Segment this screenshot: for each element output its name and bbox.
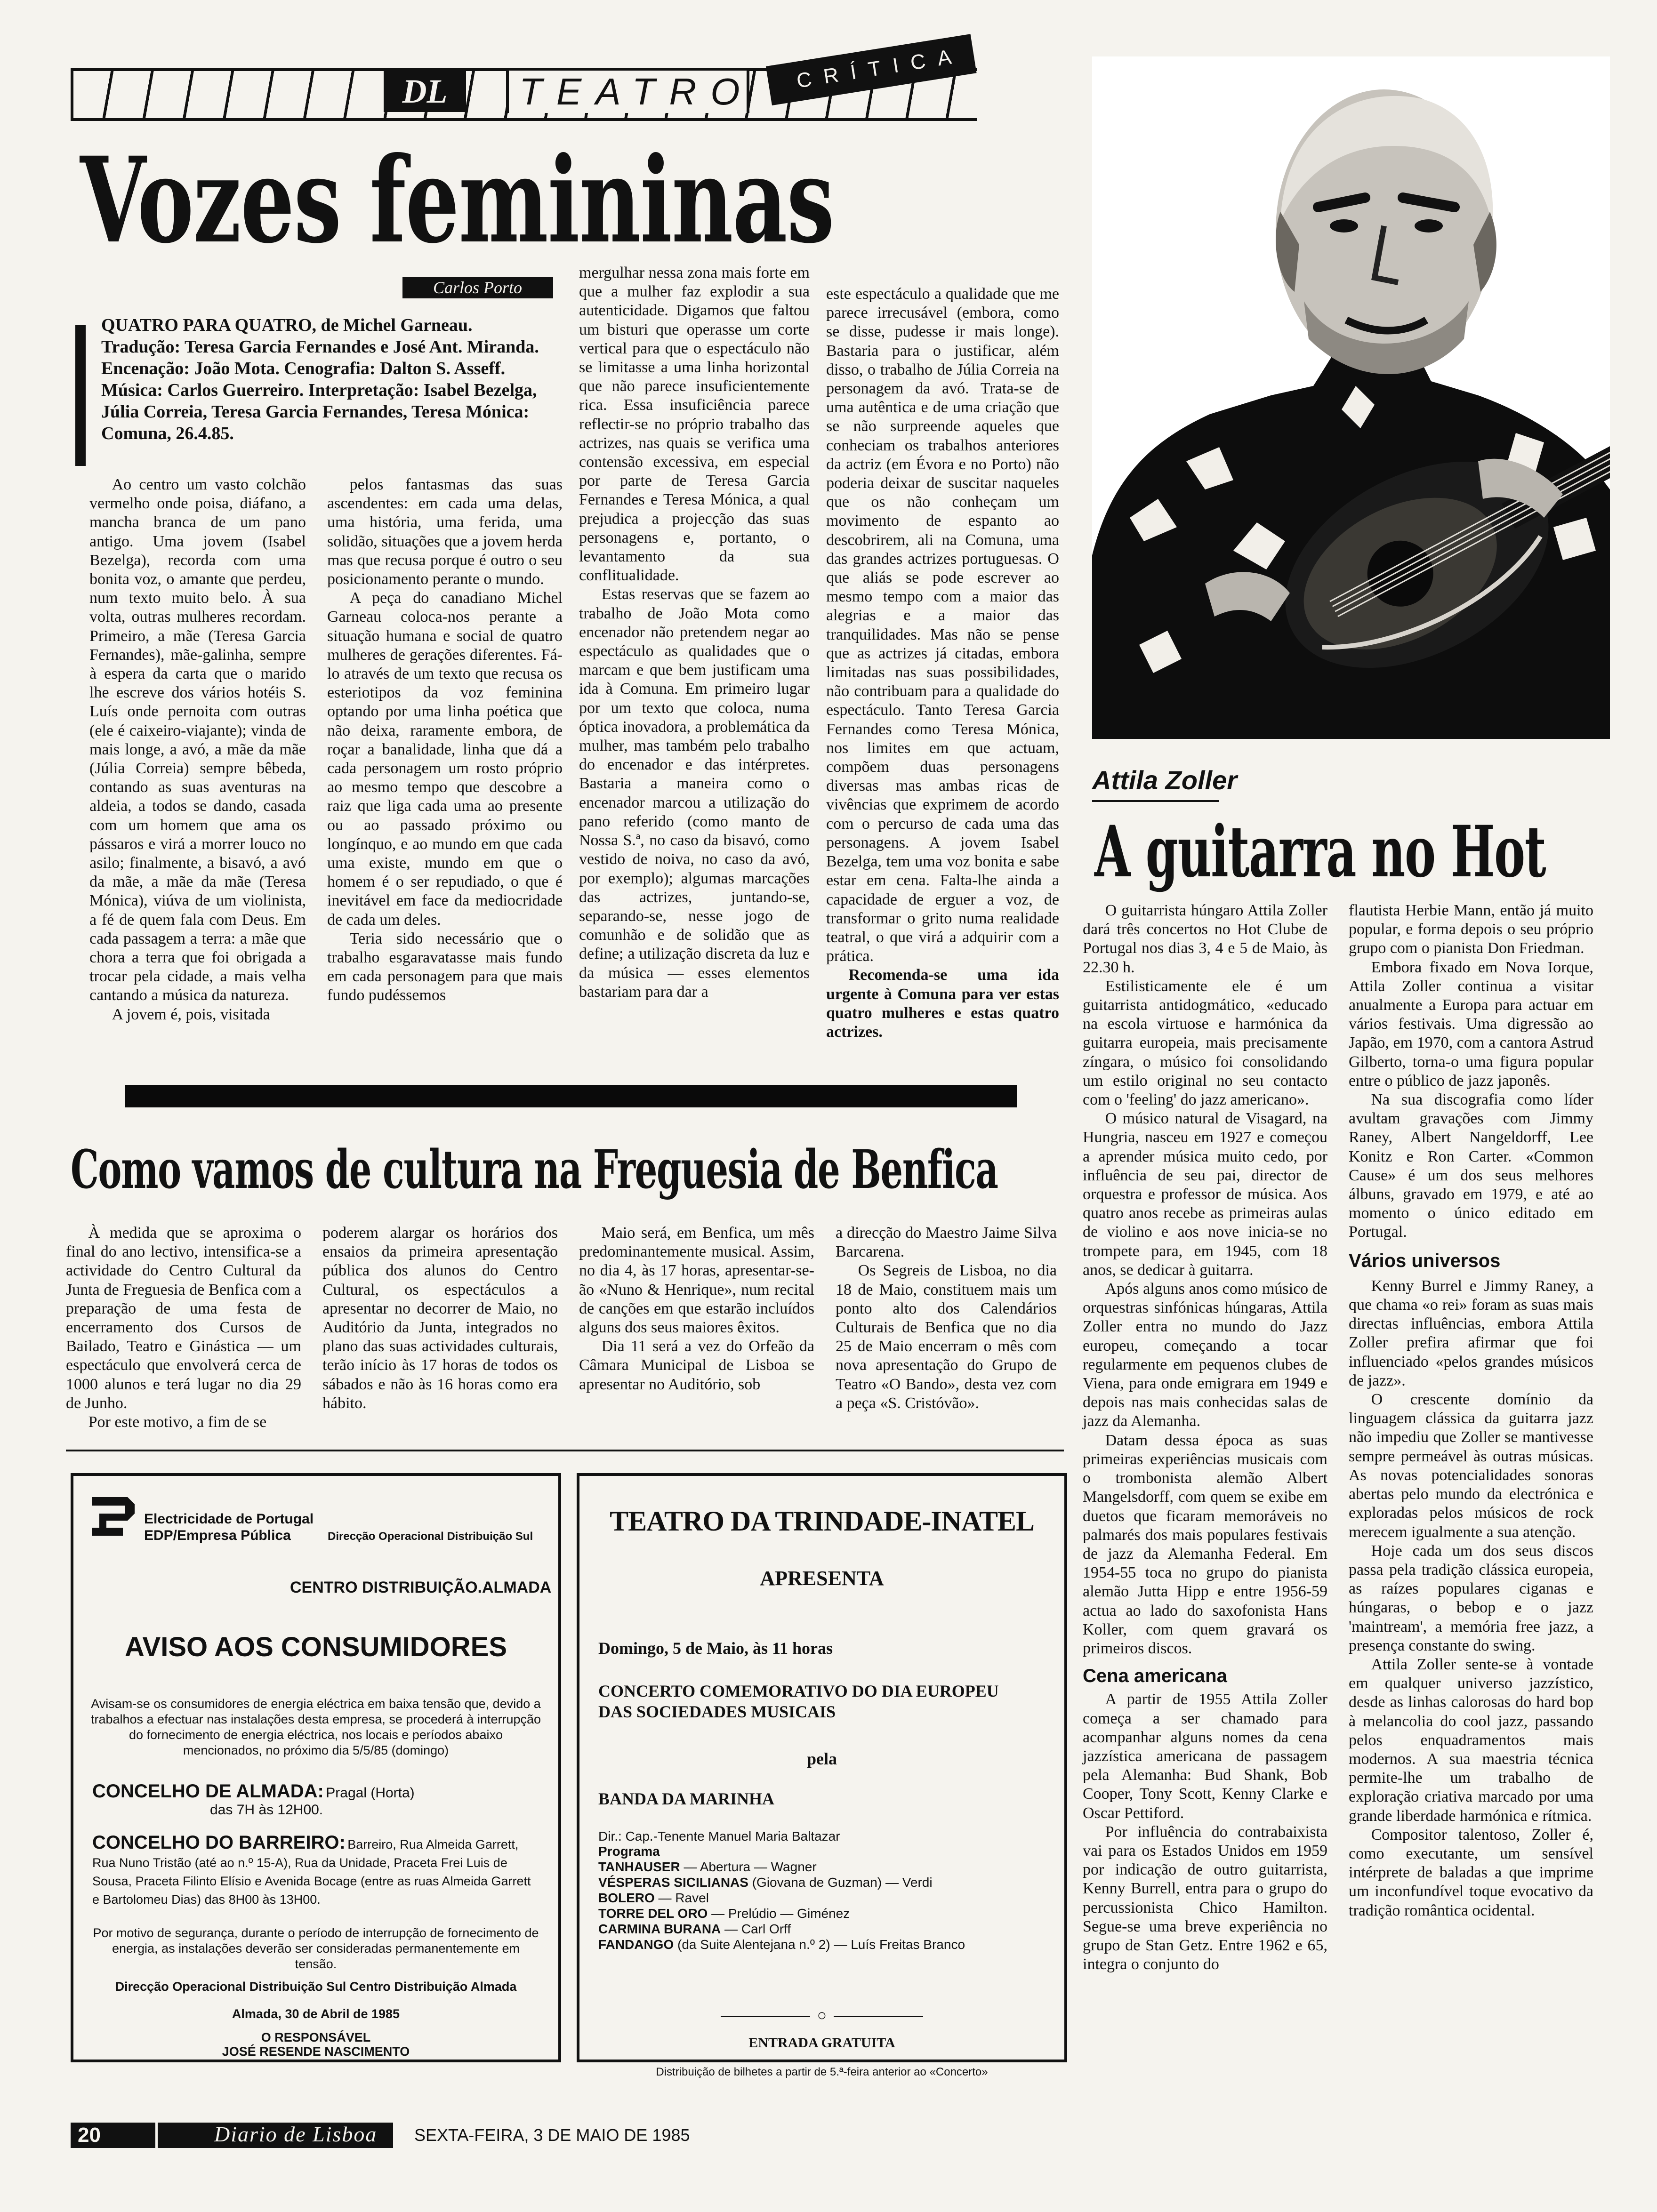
edp-logo-icon [88, 1492, 139, 1544]
ornament-rule-right [834, 2016, 923, 2017]
paragraph: Kenny Burrel e Jimmy Raney, a que chama «o rei» foram as suas mais directas influências, embora Attila Zoller prefira afirmar que foi influenciado «pelos grandes músicos de jazz». [1349, 1277, 1593, 1389]
programme-detail: — Abertura — Wagner [680, 1859, 817, 1874]
paragraph: a direcção do Maestro Jaime Silva Barcarena. [836, 1224, 1057, 1261]
paragraph: Estas reservas que se fazem ao trabalho de João Mota como encenador não pretendem negar ao espectáculo as qualidades que o marcam e que bem justificam uma ida à Comuna. Em primeiro lugar por um texto que coloca, numa óptica inovadora, a problemática da mulher, mas também pelo trabalho do encenador e das intérpretes. Bastaria a maneira como o encenador marcou a utilização do pano referido (como manto de Nossa S.ª, no caso da bisavó, como vestido de noiva, no caso da avó, por exemplo); algumas marcações das actrizes, juntando-se, separando-se, nesse jogo de comunhão e de solidão que as define; a utilização discreta da luz e da música — esses elementos bastariam para dar a [579, 585, 810, 1001]
edp-date: Almada, 30 de Abril de 1985 [232, 2007, 400, 2021]
critica-tag-label: CRÍTICA [795, 43, 965, 93]
programme-item [598, 1906, 1060, 1921]
kicker-rule [1092, 800, 1219, 802]
theatre-column-3 [579, 264, 810, 1002]
paragraph: Datam dessa época as suas primeiras experiências musicais com o trombonista alemão Albert Mangelsdorff, com quem se exibe em duetos que ficaram memoráveis no palmarés dos mais populares festivais de jazz da Alemanha Federal. Em 1954-55 toca no grupo do pianista alemão Jutta Hipp e entre 1956-59 actua ao lado do saxofonista Hans Koller, com quem gravará os primeiros discos. [1083, 1431, 1327, 1657]
trindade-ad [577, 1473, 1067, 2078]
edp-almada-text: Pragal (Horta) [326, 1785, 415, 1801]
programme-work: TANHAUSER [598, 1859, 680, 1874]
edp-barreiro-text: Barreiro, Rua Almeida Garrett, Rua Nuno Tristão (até ao n.º 15-A), Rua da Unidade, Praceta Frei Luis de Sousa, Praceta Filinto Elísio e Avenida Bocage (entre as ruas Almeida Garrett e Bartolomeu Dias) das 8H00 às 13H00. [92, 1837, 531, 1907]
edp-intro: Avisam-se os consumidores de energia eléctrica em baixa tensão que, devido a trabalhos a efectuar nas instalações desta empresa, se procederá à interrupção do fornecimento de energia eléctrica, nos locais e períodos abaixo mencionados, no próximo dia 5/5/85 (domingo) [90, 1697, 541, 1757]
theatre-headline: Vozes femininas [80, 131, 834, 269]
paragraph: A peça do canadiano Michel Garneau coloca-nos perante a situação humana e social de quatro mulheres de gerações diferentes. Fá-lo através de um texto que recusa os esteriotipos da voz feminina optando por uma linha poética que não deixa, raramente embora, de roçar a banalidade, linha que dá a cada personagem um rosto próprio ao mesmo tempo que descobre a raiz que liga cada uma ao presente ou ao passado próximo ou longínquo, e ao mundo em que cada uma existe, mundo em que o homem é o ser repudiado, o que é inevitável em face da mediocridade de cada um deles. [327, 589, 563, 929]
credits-rule [75, 325, 86, 466]
paragraph: À medida que se aproxima o final do ano lectivo, intensifica-se a actividade do Centro Cultural da Junta de Freguesia de Benfica com a preparação de uma festa de encerramento dos Cursos de Bailado, Teatro e Ginástica — um espectáculo que envolverá cerca de 1000 alunos e terá lugar no dia 29 de Junho. [66, 1224, 301, 1412]
trindade-presents: APRESENTA [760, 1567, 884, 1590]
subheading-varios-universos: Vários universos [1349, 1250, 1501, 1271]
paragraph: Teria sido necessário que o trabalho esgaravatasse mais fundo em cada personagem para que mais fundo pudéssemos [327, 930, 563, 1004]
trindade-free-entry: ENTRADA GRATUITA [748, 2035, 895, 2051]
jazz-column-1 [1083, 901, 1327, 1974]
paragraph: pelos fantasmas das suas ascendentes: em cada uma delas, uma história, uma ferida, uma solidão, situações que a jovem herda mas que recusa porque é outro o seu posicionamento perante o mundo. [327, 476, 563, 588]
edp-notice [71, 1473, 561, 2062]
section-divider-bar [125, 1085, 1017, 1107]
trindade-title: TEATRO DA TRINDADE-INATEL [610, 1506, 1034, 1537]
programme-detail: — Carl Orff [721, 1922, 791, 1936]
jazz-column-2 [1349, 901, 1593, 1920]
trindade-conductor: Dir.: Cap.-Tenente Manuel Maria Baltazar [598, 1829, 840, 1843]
footer-page-number: 20 [78, 2124, 101, 2147]
edp-footer-dept: Direcção Operacional Distribuição Sul Centro Distribuição Almada [115, 1980, 517, 1994]
ornament-circle-icon: ○ [817, 2007, 827, 2024]
paragraph: Dia 11 será a vez do Orfeão da Câmara Municipal de Lisboa se apresentar no Auditório, sob [579, 1338, 814, 1393]
subheading-cena-americana: Cena americana [1083, 1666, 1227, 1687]
edp-almada-time: das 7H às 12H00. [210, 1802, 323, 1818]
paragraph: Hoje cada um dos seus discos passa pela tradição clássica europeia, as raízes populares ciganas e húngaras, o bebop e o jazz 'maintream', a memória free jazz, a presença constante do swing. [1349, 1542, 1593, 1654]
paragraph: Na sua discografia como líder avultam gravações com Jimmy Raney, Albert Nangeldorff, Lee Konitz e Ron Carter. «Common Cause» é um dos seus melhores álbuns, gravado em 1979, e até ao momento o único editado em Portugal. [1349, 1091, 1593, 1241]
programme-item [598, 1890, 1060, 1906]
edp-safety: Por motivo de segurança, durante o período de interrupção de fornecimento de energia, as instalações deverão ser consideradas permanentemente em tensão. [93, 1926, 539, 1971]
paragraph: O guitarrista húngaro Attila Zoller dará três concertos no Hot Clube de Portugal nos dias 3, 4 e 5 de Maio, às 22.30 h. [1083, 902, 1327, 976]
edp-centre: CENTRO DISTRIBUIÇÃO.ALMADA [290, 1579, 552, 1596]
theatre-column-1 [89, 475, 306, 1024]
trindade-date: Domingo, 5 de Maio, às 11 horas [598, 1639, 833, 1658]
paragraph: Embora fixado em Nova Iorque, Attila Zoller continua a visitar anualmente a Europa para actuar em vários festivais. Uma digressão ao Japão, em 1970, com a cantora Astrud Gilberto, torna-o uma figura popular entre o público de jazz japonês. [1349, 958, 1593, 1090]
trindade-programme-label: Programa [598, 1844, 660, 1859]
paragraph: O crescente domínio da linguagem clássica da guitarra jazz não impediu que Zoller se mantivesse sempre permeável às outras músicas. As novas potencialidades sonoras abertas pelo mundo da electrónica e exploradas pelos músicos de rock merecem igualmente a sua atenção. [1349, 1391, 1593, 1541]
edp-barreiro-label: CONCELHO DO BARREIRO: [92, 1832, 346, 1853]
edp-responsible-name: JOSÉ RESENDE NASCIMENTO [222, 2044, 410, 2059]
paragraph: A partir de 1955 Attila Zoller começa a ser chamado para acompanhar alguns nomes da cena jazzística americana de passagem pela Alemanha: Bud Shank, Bob Cooper, Tony Scott, Kenny Clarke e Oscar Pettiford. [1083, 1691, 1327, 1822]
trindade-programme [598, 1859, 1060, 1952]
paragraph: Ao centro um vasto colchão vermelho onde poisa, diáfano, a mancha branca de um pano antigo. Uma jovem (Isabel Bezelga), recorda com uma bonita voz, o amante que perdeu, num texto muito belo. À sua volta, outras mulheres recordam. Primeiro, a mãe (Teresa Garcia Fernandes), mãe-galinha, sempre à espera da carta que o marido lhe escreve dos vários hotéis S. Luís onde pernoita com outras (ele é caixeiro-viajante); vinda de mais longe, a avó, a mãe da mãe (Júlia Correia) sempre bêbeda, contando as suas aventuras na aldeia, a todos se dando, casada com um homem que ama os pássaros e virá a morrer louco no asilo; finalmente, a bisavó, a avó da mãe, a mãe da mãe (Teresa Mónica), viúva de um violinista, a fé de quem fala com Deus. Em cada passagem a terra: a mãe que chora a terra que foi obrigada a trocar pela cidade, a mais velha cantando a música da natureza. [89, 476, 306, 1004]
programme-detail: (Giovana de Guzman) — Verdi [748, 1875, 933, 1890]
programme-work: CARMINA BURANA [598, 1922, 721, 1936]
programme-detail: — Ravel [654, 1891, 709, 1905]
paragraph: Compositor talentoso, Zoller é, como executante, um sensível intérprete de baladas a que imprime um inconfundível toque evocativo da tradição romântica ocidental. [1349, 1826, 1593, 1919]
masthead-section-label: TEATRO [519, 71, 754, 112]
edp-title: AVISO AOS CONSUMIDORES [124, 1632, 507, 1662]
programme-item [598, 1921, 1060, 1937]
jazz-kicker: Attila Zoller [1092, 765, 1238, 795]
trindade-by: pela [806, 1749, 837, 1768]
theatre-byline: Carlos Porto [433, 278, 523, 297]
photo-illustration [1092, 56, 1610, 739]
programme-work: BOLERO [598, 1891, 655, 1905]
programme-work: FANDANGO [598, 1937, 674, 1952]
culture-column-3 [579, 1224, 814, 1394]
ornament-rule-left [721, 2016, 810, 2017]
jazz-headline: A guitarra no Hot [1094, 810, 1546, 893]
paragraph: Attila Zoller sente-se à vontade em qualquer universo jazzístico, desde as linhas calorosas do hard bop à melancolia do cool jazz, passando pelos enquadramentos mais modernos. A sua maestria técnica permite-lhe um trabalho de exploração criativa marcado por uma grande liberdade harmónica e rítmica. [1349, 1655, 1593, 1825]
edp-barreiro-block [92, 1832, 539, 1910]
edp-almada-label: CONCELHO DE ALMADA: [92, 1781, 324, 1802]
edp-directorate: Direcção Operacional Distribuição Sul [328, 1530, 533, 1543]
paragraph: Por este motivo, a fim de se [88, 1413, 267, 1431]
paragraph: este espectáculo a qualidade que me parece irrecusável (embora, como se disse, pudesse ir mais longe). Bastaria para o justificar, além disso, o trabalho de Júlia Correia na personagem da avó. Trata-se de uma autêntica e de uma criação que se não surpreende aqueles que conheciam os trabalhos anteriores da actriz (em Évora e no Porto) não poderia deixar de suscitar naqueles que os não conheçam um movimento de espanto ao descobrirem, ali na Comuna, uma das grandes actrizes portuguesas. O que aliás se pode escrever ao mesmo tempo com a maior das alegrias e a maior das tranquilidades. Mas não se pense que as actrizes já citadas, embora limitadas nas suas possibilidades, não contribuam para a qualidade do espectáculo. Tanto Teresa Garcia Fernandes como Teresa Mónica, nos limites em que actuam, compõem duas personagens diversas mas ambas ricas de vivências que exprimem de acordo com o percurso de cada uma das personagens. A jovem Isabel Bezelga, tem uma voz bonita e sabe estar em cena. Falta-lhe ainda a capacidade de erguer a voz, de transformar o grito numa realidade teatral, o que virá a adquirir com a prática. [826, 285, 1059, 965]
paragraph: Recomenda-se uma ida urgente à Comuna para ver estas quatro mulheres e estas quatro actrizes. [826, 966, 1059, 1041]
paragraph: Por influência do contrabaixista vai para os Estados Unidos em 1959 por indicação de outro guitarrista, Kenny Burrell, entra para o grupo do percussionista Chico Hamilton. Segue-se uma breve experiência no grupo de Stan Getz. Entre 1962 e 65, integra o conjunto do [1083, 1823, 1327, 1973]
programme-detail: — Prelúdio — Giménez [708, 1906, 850, 1921]
paragraph: A jovem é, pois, visitada [112, 1005, 270, 1023]
paragraph: mergulhar nessa zona mais forte em que a mulher faz explodir a sua autenticidade. Digamos que faltou um bisturi que operasse um corte vertical para que o espectáculo não se limitasse a uma linha horizontal que não parece insuficientemente rica. Essa insuficiência parece reflectir-se no próprio trabalho das actrizes, nas quais se verifica uma contensão excessiva, em especial por parte de Teresa Garcia Fernandes e Teresa Mónica, a qual prejudica a projecção das suas personagens e, portanto, o levantamento da sua conflitualidade. [579, 264, 810, 585]
trindade-concert: CONCERTO COMEMORATIVO DO DIA EUROPEU DAS SOCIEDADES MUSICAIS [598, 1682, 999, 1721]
programme-item [598, 1859, 1060, 1875]
edp-company-type: EDP/Empresa Pública [144, 1528, 291, 1543]
masthead-section [506, 71, 754, 113]
edp-almada-block [92, 1781, 539, 1818]
culture-column-2 [322, 1224, 558, 1413]
trindade-tickets: Distribuição de bilhetes a partir de 5.ª-feira anterior ao «Concerto» [656, 2066, 988, 2078]
paragraph: Os Segreis de Lisboa, no dia 18 de Maio, constituem mais um ponto alto dos Calendários Culturais de Benfica que no dia 25 de Maio encerram o mês com nova apresentação do Grupo de Teatro «O Bando», desta vez com a peça «S. Cristóvão». [836, 1262, 1057, 1412]
programme-item [598, 1875, 1060, 1890]
culture-column-4 [836, 1224, 1057, 1413]
masthead-logo: DL [384, 71, 466, 112]
paragraph: O músico natural de Visagard, na Hungria, nasceu em 1927 e começou a aprender música muito cedo, por influência de seu pai, director de orquestra e professor de música. Aos quatro anos recebe as primeiras aulas de violino e aos nove inicia-se no trompete para, em 1945, com 18 anos, se dedicar à guitarra. [1083, 1110, 1327, 1279]
ads-top-rule [66, 1450, 1064, 1451]
paragraph: poderem alargar os horários dos ensaios da primeira apresentação pública dos alunos do Centro Cultural, os espectáculos a apresentar no decorrer de Maio, no Auditório da Junta, integrados no plano das suas actividades culturais, terão início às 17 horas de todos os sábados e não às 16 horas como era hábito. [322, 1224, 558, 1412]
footer-paper-name: Diario de Lisboa [214, 2122, 378, 2146]
paragraph: Maio será, em Benfica, um mês predominantemente musical. Assim, no dia 4, às 17 horas, apresentar-se-ão «Nuno & Henrique», num recital de canções em que estarão incluídos alguns dos seus maiores êxitos. [579, 1224, 814, 1337]
theatre-column-2 [327, 475, 563, 1005]
culture-headline: Como vamos de cultura na Freguesia de Benfica [71, 1139, 998, 1201]
programme-work: VÉSPERAS SICILIANAS [598, 1875, 748, 1890]
trindade-band: BANDA DA MARINHA [598, 1789, 775, 1808]
programme-work: TORRE DEL ORO [598, 1906, 708, 1921]
theatre-credits: QUATRO PARA QUATRO, de Michel Garneau. Tradução: Teresa Garcia Fernandes e José Ant. Miranda. Encenação: João Mota. Cenografia: Dalton S. Asseff. Música: Carlos Guerreiro. Interpretação: Isabel Bezelga, Júlia Correia, Teresa Garcia Fernandes, Teresa Mónica: Comuna, 26.4.85. [101, 315, 539, 443]
edp-company-name: Electricidade de Portugal [144, 1511, 314, 1527]
programme-item [598, 1937, 1060, 1952]
paragraph: flautista Herbie Mann, então já muito popular, e forma depois o seu próprio grupo com o pianista Don Friedman. [1349, 902, 1593, 957]
paragraph: Após alguns anos como músico de orquestras sinfónicas húngaras, Attila Zoller entra no mundo do Jazz europeu, começando a tocar regularmente em pequenos clubes de Viena, para onde emigrara em 1949 e depois nas mais conhecidas salas de jazz da Alemanha. [1083, 1280, 1327, 1430]
theatre-column-4 [826, 285, 1059, 1042]
paragraph: Estilisticamente ele é um guitarrista antidogmático, «educado na escola virtuose e harmónica da guitarra europeia, mais precisamente zíngara, o músico foi consolidando um estilo original no seu contacto com o 'feeling' do jazz americano». [1083, 977, 1327, 1109]
footer-date: SEXTA-FEIRA, 3 DE MAIO DE 1985 [414, 2125, 690, 2145]
programme-detail: (da Suite Alentejana n.º 2) — Luís Freitas Branco [674, 1937, 965, 1952]
edp-responsible: O RESPONSÁVEL [261, 2030, 371, 2044]
culture-column-1 [66, 1224, 301, 1432]
attila-zoller-photo [1092, 56, 1610, 739]
